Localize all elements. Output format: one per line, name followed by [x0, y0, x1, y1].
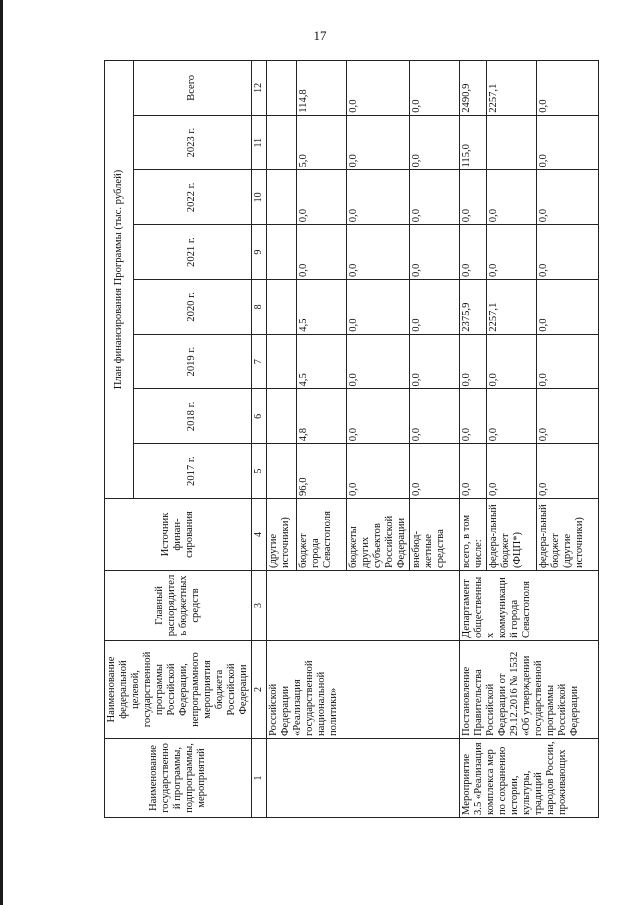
value-cell — [267, 389, 297, 444]
value-cell: 0,0 — [537, 334, 599, 389]
funding-source-cell: бюджет города Севастополя — [297, 499, 347, 571]
value-cell: 0,0 — [347, 280, 410, 335]
column-number: 11 — [252, 115, 267, 170]
value-cell: 0,0 — [537, 280, 599, 335]
value-cell — [487, 115, 537, 170]
value-cell: 2257,1 — [487, 280, 537, 335]
column-number: 3 — [252, 571, 267, 641]
budget-manager-cell — [267, 571, 460, 641]
value-cell: 0,0 — [487, 389, 537, 444]
value-cell: 0,0 — [487, 444, 537, 499]
column-number: 2 — [252, 641, 267, 739]
value-cell: 0,0 — [460, 170, 487, 225]
value-cell: 0,0 — [487, 170, 537, 225]
value-cell: 0,0 — [347, 61, 410, 116]
program-name-cell — [267, 739, 460, 818]
header-year: 2021 г. — [133, 225, 251, 280]
column-number: 7 — [252, 334, 267, 389]
funding-source-cell: всего, в том числе: — [460, 499, 487, 571]
value-cell: 0,0 — [410, 280, 460, 335]
header-year: 2019 г. — [133, 334, 251, 389]
value-cell: 0,0 — [347, 444, 410, 499]
scan-edge — [0, 0, 3, 905]
value-cell: 2257,1 — [487, 61, 537, 116]
financing-table — [104, 60, 599, 818]
value-cell: 5,0 — [297, 115, 347, 170]
value-cell — [267, 444, 297, 499]
value-cell: 0,0 — [347, 225, 410, 280]
value-cell: 0,0 — [460, 389, 487, 444]
value-cell: 114,8 — [297, 61, 347, 116]
page-number: 17 — [313, 28, 327, 43]
value-cell — [267, 115, 297, 170]
funding-source-cell: внебюд-жетные средства — [410, 499, 460, 571]
federal-program-cell: Постановление Правительства Российской Федерации от 29.12.2016 № 1532 «Об утверждении государственной программы Российской Федерации — [460, 641, 599, 739]
value-cell — [267, 280, 297, 335]
value-cell: 0,0 — [347, 115, 410, 170]
value-cell — [267, 61, 297, 116]
column-number: 5 — [252, 444, 267, 499]
value-cell: 0,0 — [460, 334, 487, 389]
value-cell: 0,0 — [347, 389, 410, 444]
column-number: 6 — [252, 389, 267, 444]
value-cell — [267, 334, 297, 389]
value-cell: 0,0 — [410, 334, 460, 389]
header-year: 2022 г. — [133, 170, 251, 225]
funding-source-cell: федера-льный бюджет (другие источники) — [537, 499, 599, 571]
value-cell: 2375,9 — [460, 280, 487, 335]
value-cell: 4,8 — [297, 389, 347, 444]
header-total: Всего — [133, 61, 251, 116]
value-cell: 0,0 — [410, 389, 460, 444]
column-number: 8 — [252, 280, 267, 335]
column-number: 1 — [252, 739, 267, 818]
federal-program-cell: Российской Федерации «Реализация государственной национальной политики» — [267, 641, 460, 739]
value-cell: 0,0 — [537, 61, 599, 116]
header-federal-program: Наименование федеральной целевой, государственной программы Российской Федерации, непрограммного мероприятия бюджета Российской Федерации — [105, 641, 252, 739]
value-cell: 0,0 — [460, 225, 487, 280]
value-cell: 0,0 — [410, 115, 460, 170]
value-cell: 2490,9 — [460, 61, 487, 116]
value-cell: 0,0 — [537, 444, 599, 499]
header-year: 2023 г. — [133, 115, 251, 170]
funding-source-cell: федера-льный бюджет (ФЦП*) — [487, 499, 537, 571]
column-number: 10 — [252, 170, 267, 225]
value-cell: 0,0 — [537, 225, 599, 280]
value-cell: 0,0 — [487, 334, 537, 389]
column-number: 4 — [252, 499, 267, 571]
value-cell: 0,0 — [537, 115, 599, 170]
value-cell: 0,0 — [537, 170, 599, 225]
header-year: 2018 г. — [133, 389, 251, 444]
value-cell: 0,0 — [410, 170, 460, 225]
measure-name-cell: Мероприятие 3.5 «Реализация комплекса мер по сохранению истории, культуры, традиций народов России, проживающих — [460, 739, 599, 818]
value-cell — [267, 225, 297, 280]
value-cell: 0,0 — [460, 444, 487, 499]
rotated-table-wrapper — [104, 60, 585, 818]
budget-manager-cell: Департамент общественных коммуникаций города Севастополя — [460, 571, 599, 641]
value-cell: 0,0 — [410, 61, 460, 116]
value-cell: 0,0 — [537, 389, 599, 444]
value-cell: 4,5 — [297, 334, 347, 389]
header-financing-plan: План финансирования Программы (тыс. рублей) — [105, 61, 134, 499]
value-cell: 115,0 — [460, 115, 487, 170]
header-budget-manager: Главный распорядитель бюджетных средств — [105, 571, 252, 641]
funding-source-cell: (другие источники) — [267, 499, 297, 571]
header-program-name: Наименование государственной программы, подпрограммы, мероприятий — [105, 739, 252, 818]
value-cell: 0,0 — [297, 170, 347, 225]
value-cell: 0,0 — [347, 334, 410, 389]
column-number: 12 — [252, 61, 267, 116]
value-cell — [267, 170, 297, 225]
header-funding-source: Источник финан-сирования — [105, 499, 252, 571]
value-cell: 4,5 — [297, 280, 347, 335]
value-cell: 0,0 — [297, 225, 347, 280]
funding-source-cell: бюджеты других субъектов Российской Федерации — [347, 499, 410, 571]
value-cell: 0,0 — [487, 225, 537, 280]
value-cell: 96,0 — [297, 444, 347, 499]
value-cell: 0,0 — [410, 225, 460, 280]
header-year: 2017 г. — [133, 444, 251, 499]
header-year: 2020 г. — [133, 280, 251, 335]
column-number: 9 — [252, 225, 267, 280]
value-cell: 0,0 — [410, 444, 460, 499]
value-cell: 0,0 — [347, 170, 410, 225]
